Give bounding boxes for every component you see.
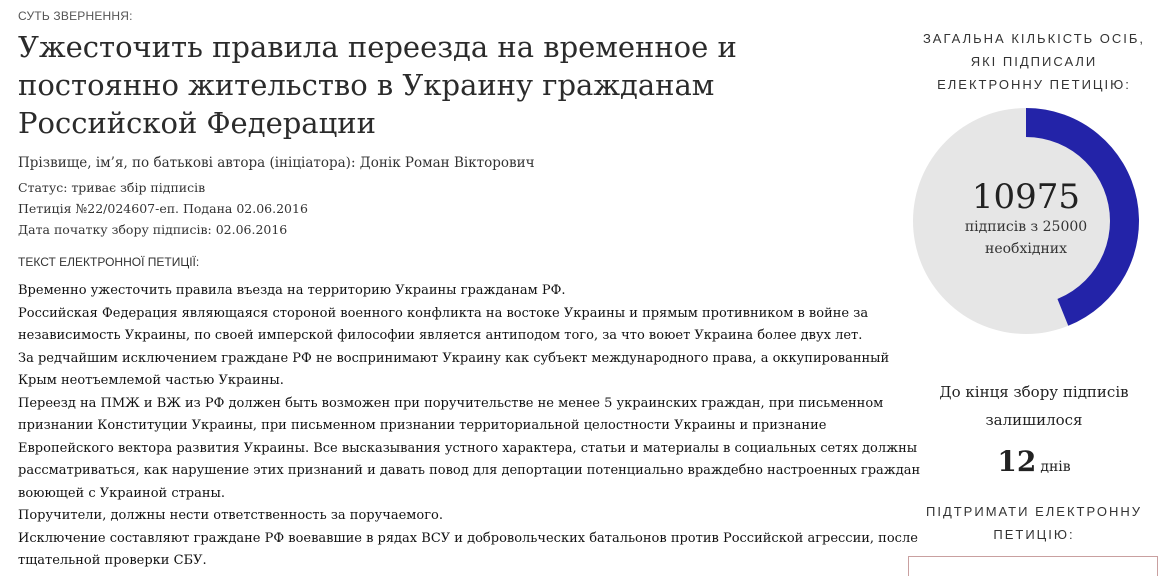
petition-start-date: Дата початку збору підписів: 02.06.2016 — [18, 222, 288, 237]
petition-text-line: Крым неотъемлемой частью Украины. — [18, 373, 284, 388]
signature-count-value: 10975 — [971, 177, 1081, 217]
petition-text-line: Временно ужесточить правила въезда на территорию Украины гражданам РФ. — [18, 283, 566, 298]
signature-count-label-line: ЗАГАЛЬНА КІЛЬКІСТЬ ОСІБ, — [922, 31, 1146, 46]
petition-text-line: Российская Федерация являющаяся стороной военного конфликта на востоке Украины и прямым противником в войне за — [18, 305, 869, 321]
petition-text-line: воюющей с Украиной страны. — [18, 485, 226, 501]
remaining-label-line: залишилося — [985, 411, 1083, 429]
petition-text-label: ТЕКСТ ЕЛЕКТРОННОЇ ПЕТИЦІЇ: — [18, 255, 200, 269]
signature-count-label — [905, 27, 1163, 96]
petition-text-line: признании Конституции Украины, при письменном признании территориальной целостности Украины и признание — [18, 418, 827, 433]
petition-author: Прізвище, ім’я, по батькові автора (ініціатора): Донік Роман Вікторович — [18, 155, 535, 171]
days-remaining — [905, 445, 1163, 478]
petition-text — [18, 280, 921, 573]
petition-number: Петиція №22/024607-еп. Подана 02.06.2016 — [18, 201, 308, 216]
petition-text-line: рассматриваться, как нарушение этих признаний и давать повод для депортации потенциально враждебно настроенных граждан — [18, 463, 921, 478]
remaining-label-line: До кінця збору підписів — [939, 383, 1129, 401]
signature-count-label-line: ЯКІ ПІДПИСАЛИ — [970, 54, 1098, 69]
signature-count-subtitle: підписів з 25000 необхідних — [964, 219, 1088, 257]
petition-text-line: независимость Украины, по своей имперской философии является антиподом того, за что воюет Украина более двух лет. — [18, 328, 863, 343]
petition-title: Ужесточить правила переезда на временное и постоянно жительство в Украину гражданам Российской Федерации — [18, 30, 737, 140]
petition-text-line: Переезд на ПМЖ и ВЖ из РФ должен быть возможен при поручительстве не менее 5 украинских граждан, при письменном — [18, 395, 884, 411]
support-petition-button[interactable] — [908, 556, 1158, 576]
support-petition-label-line: ПЕТИЦІЮ: — [993, 527, 1075, 542]
petition-text-line: Исключение составляют граждане РФ воевавшие в рядах ВСУ и добровольческих батальонов против Российской агрессии, после — [18, 530, 918, 546]
days-remaining-unit: днів — [1040, 459, 1071, 475]
remaining-label — [905, 378, 1163, 434]
petition-status: Статус: триває збір підписів — [18, 180, 206, 195]
section-label: СУТЬ ЗВЕРНЕННЯ: — [18, 9, 133, 23]
signature-count-label-line: ЕЛЕКТРОННУ ПЕТИЦІЮ: — [937, 77, 1131, 92]
petition-text-line: Европейского вектора развития Украины. Все высказывания устного характера, статьи и материалы в социальных сетях должны — [18, 440, 918, 456]
petition-text-line: Поручители, должны нести ответственность за поручаемого. — [18, 508, 444, 523]
signature-count-center — [913, 108, 1139, 334]
petition-text-line: тщательной проверки СБУ. — [18, 553, 207, 568]
petition-text-line: За редчайшим исключением граждане РФ не воспринимают Украину как субъект международного права, а оккупированный — [18, 350, 890, 366]
support-petition-label — [905, 500, 1163, 546]
support-petition-label-line: ПІДТРИМАТИ ЕЛЕКТРОННУ — [925, 504, 1142, 519]
days-remaining-value: 12 — [997, 445, 1037, 478]
